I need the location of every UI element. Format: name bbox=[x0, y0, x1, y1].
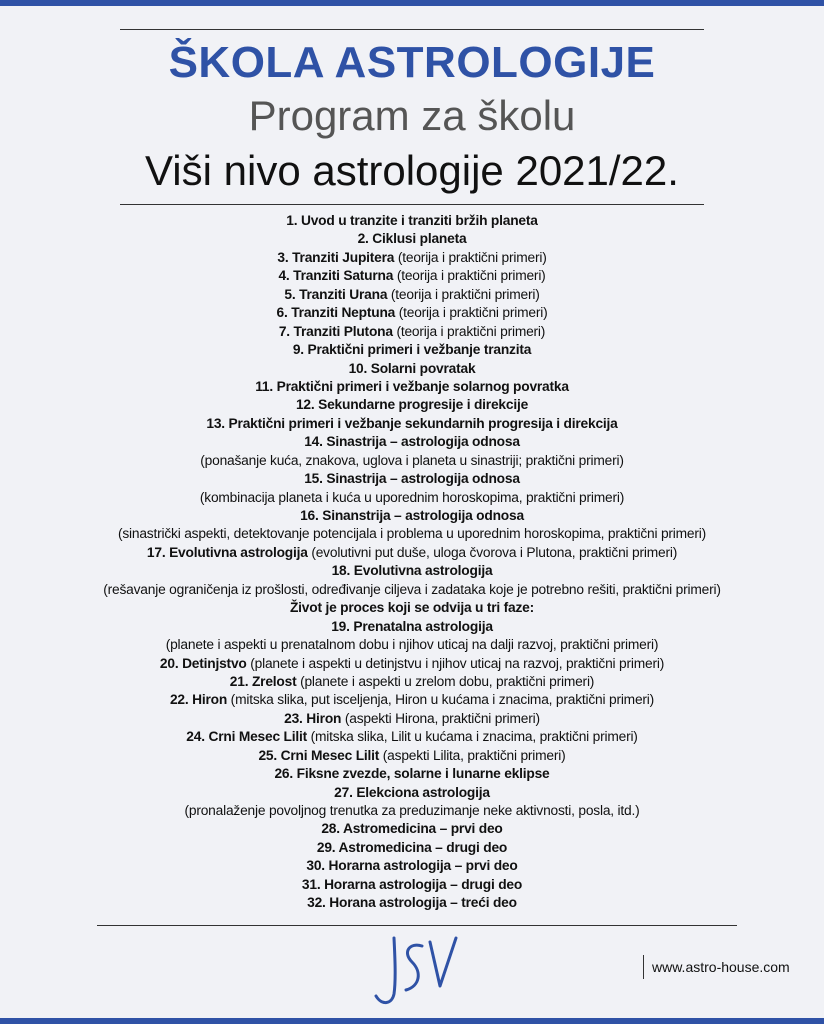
program-item-description: (aspekti Hirona, praktični primeri) bbox=[341, 710, 540, 726]
program-item bbox=[0, 452, 824, 470]
program-item-description: (planete i aspekti u prenatalnom dobu i njihov uticaj na dalji razvoj, praktični primeri) bbox=[165, 637, 659, 653]
jsv-signature-logo-icon bbox=[370, 930, 460, 1010]
program-item bbox=[0, 876, 824, 894]
program-item bbox=[0, 507, 824, 525]
program-item-description: (mitska slika, Lilit u kućama i znacima, praktični primeri) bbox=[307, 729, 638, 745]
program-item bbox=[0, 267, 824, 285]
program-item bbox=[0, 655, 824, 673]
program-item-description: (aspekti Lilita, praktični primeri) bbox=[379, 747, 566, 763]
program-item-title: 11. Praktični primeri i vežbanje solarnog povratka bbox=[255, 378, 569, 394]
program-item bbox=[0, 857, 824, 875]
program-item bbox=[0, 378, 824, 396]
program-item-title: 2. Ciklusi planeta bbox=[357, 231, 467, 247]
program-item bbox=[0, 673, 824, 691]
program-item-title: 12. Sekundarne progresije i direkcije bbox=[295, 397, 529, 413]
program-item bbox=[0, 728, 824, 746]
program-item-description: (teorija i praktični primeri) bbox=[392, 323, 546, 339]
program-item bbox=[0, 802, 824, 820]
program-item bbox=[0, 581, 824, 599]
program-item-description: (ponašanje kuća, znakova, uglova i planeta u sinastriji; praktični primeri) bbox=[200, 452, 624, 468]
page-subtitle: Program za školu bbox=[248, 92, 576, 139]
page-title: ŠKOLA ASTROLOGIJE bbox=[168, 38, 656, 87]
program-item bbox=[0, 636, 824, 654]
program-item-title: 27. Elekciona astrologija bbox=[334, 784, 490, 800]
program-item-title: 6. Tranziti Neptuna bbox=[276, 305, 396, 321]
program-item bbox=[0, 525, 824, 543]
program-item bbox=[0, 341, 824, 359]
program-item bbox=[0, 691, 824, 709]
program-item-description: (mitska slika, put isceljenja, Hiron u kućama i znacima, praktični primeri) bbox=[227, 692, 655, 708]
program-item bbox=[0, 784, 824, 802]
program-item bbox=[0, 323, 824, 341]
program-item bbox=[0, 249, 824, 267]
program-item bbox=[0, 212, 824, 230]
program-item-title: 10. Solarni povratak bbox=[348, 360, 476, 376]
program-item-description: (sinastrički aspekti, detektovanje potencijala i problema u uporednim horoskopima, praktični primeri) bbox=[117, 526, 707, 542]
website-link[interactable]: www.astro-house.com bbox=[652, 959, 790, 975]
program-item bbox=[0, 360, 824, 378]
bottom-accent-bar bbox=[0, 1018, 824, 1024]
program-item-title: 16. Sinanstrija – astrologija odnosa bbox=[300, 508, 524, 523]
program-item-description: (rešavanje ograničenja iz prošlosti, određivanje ciljeva i zadataka koje je potrebno rešiti, praktični primeri) bbox=[103, 581, 721, 597]
footer-divider bbox=[97, 925, 737, 926]
program-item-title: 17. Evolutivna astrologija bbox=[146, 544, 308, 560]
program-item-title: 20. Detinjstvo bbox=[159, 655, 247, 671]
program-item bbox=[0, 765, 824, 783]
program-item bbox=[0, 544, 824, 562]
program-item-description: (teorija i praktični primeri) bbox=[387, 286, 540, 302]
program-item-title: 9. Praktični primeri i vežbanje tranzita bbox=[292, 342, 532, 358]
program-item-title: 7. Tranziti Plutona bbox=[278, 323, 393, 339]
program-item bbox=[0, 599, 824, 617]
program-item-title: 30. Horarna astrologija – prvi deo bbox=[306, 858, 518, 874]
program-item-description: (planete i aspekti u detinjstvu i njihov uticaj na razvoj, praktični primeri) bbox=[246, 655, 665, 671]
program-item-title: 26. Fiksne zvezde, solarne i lunarne eklipse bbox=[274, 766, 550, 782]
program-item bbox=[0, 286, 824, 304]
program-list bbox=[0, 212, 824, 913]
program-item-title: 18. Evolutivna astrologija bbox=[331, 563, 493, 579]
program-item-description: (teorija i praktični primeri) bbox=[394, 249, 547, 265]
program-item-title: 29. Astromedicina – drugi deo bbox=[316, 839, 508, 855]
program-item bbox=[0, 470, 824, 488]
program-item-title: 22. Hiron bbox=[169, 692, 228, 708]
program-item-description: (teorija i praktični primeri) bbox=[393, 268, 546, 284]
program-item-title: 3. Tranziti Jupitera bbox=[277, 249, 395, 265]
program-item-title: 21. Zrelost bbox=[229, 673, 297, 689]
url-separator bbox=[643, 955, 644, 979]
program-item-title: 31. Horarna astrologija – drugi deo bbox=[301, 876, 523, 892]
program-item-title: 14. Sinastrija – astrologija odnosa bbox=[304, 434, 520, 450]
header-bottom-divider bbox=[120, 204, 704, 205]
program-item-title: 25. Crni Mesec Lilit bbox=[258, 747, 380, 763]
program-item bbox=[0, 230, 824, 248]
program-item-title: 32. Horana astrologija – treći deo bbox=[307, 895, 517, 911]
program-item bbox=[0, 747, 824, 765]
program-item-description: (planete i aspekti u zrelom dobu, praktični primeri) bbox=[296, 673, 595, 689]
program-item bbox=[0, 396, 824, 414]
program-item-title: 19. Prenatalna astrologija bbox=[331, 618, 493, 634]
program-item bbox=[0, 820, 824, 838]
program-item bbox=[0, 562, 824, 580]
program-item bbox=[0, 433, 824, 451]
program-item-title: 15. Sinastrija – astrologija odnosa bbox=[304, 471, 520, 487]
program-item bbox=[0, 839, 824, 857]
course-level-heading: Viši nivo astrologije 2021/22. bbox=[145, 147, 679, 194]
program-item bbox=[0, 304, 824, 322]
program-item-description: (kombinacija planeta i kuća u uporednim horoskopima, praktični primeri) bbox=[199, 489, 625, 505]
program-item-title: 24. Crni Mesec Lilit bbox=[186, 729, 307, 745]
program-item-title: Život je proces koji se odvija u tri faze: bbox=[289, 600, 535, 616]
program-item-description: (pronalaženje povoljnog trenutka za preduzimanje neke aktivnosti, posla, itd.) bbox=[184, 803, 640, 818]
program-item-title: 13. Praktični primeri i vežbanje sekundarnih progresija i direkcija bbox=[206, 415, 618, 431]
program-item-description: (evolutivni put duše, uloga čvorova i Plutona, praktični primeri) bbox=[307, 544, 678, 560]
top-accent-bar bbox=[0, 0, 824, 6]
header-top-divider bbox=[120, 29, 704, 30]
program-item-description: (teorija i praktični primeri) bbox=[395, 305, 548, 321]
program-item-title: 28. Astromedicina – prvi deo bbox=[321, 821, 503, 837]
program-item bbox=[0, 415, 824, 433]
program-item bbox=[0, 710, 824, 728]
program-item-title: 23. Hiron bbox=[284, 710, 342, 726]
program-item bbox=[0, 489, 824, 507]
program-item-title: 5. Tranziti Urana bbox=[284, 286, 388, 302]
program-item-title: 1. Uvod u tranzite i tranziti bržih planeta bbox=[286, 213, 538, 228]
program-item-title: 4. Tranziti Saturna bbox=[278, 268, 394, 284]
program-item bbox=[0, 618, 824, 636]
program-item bbox=[0, 894, 824, 912]
